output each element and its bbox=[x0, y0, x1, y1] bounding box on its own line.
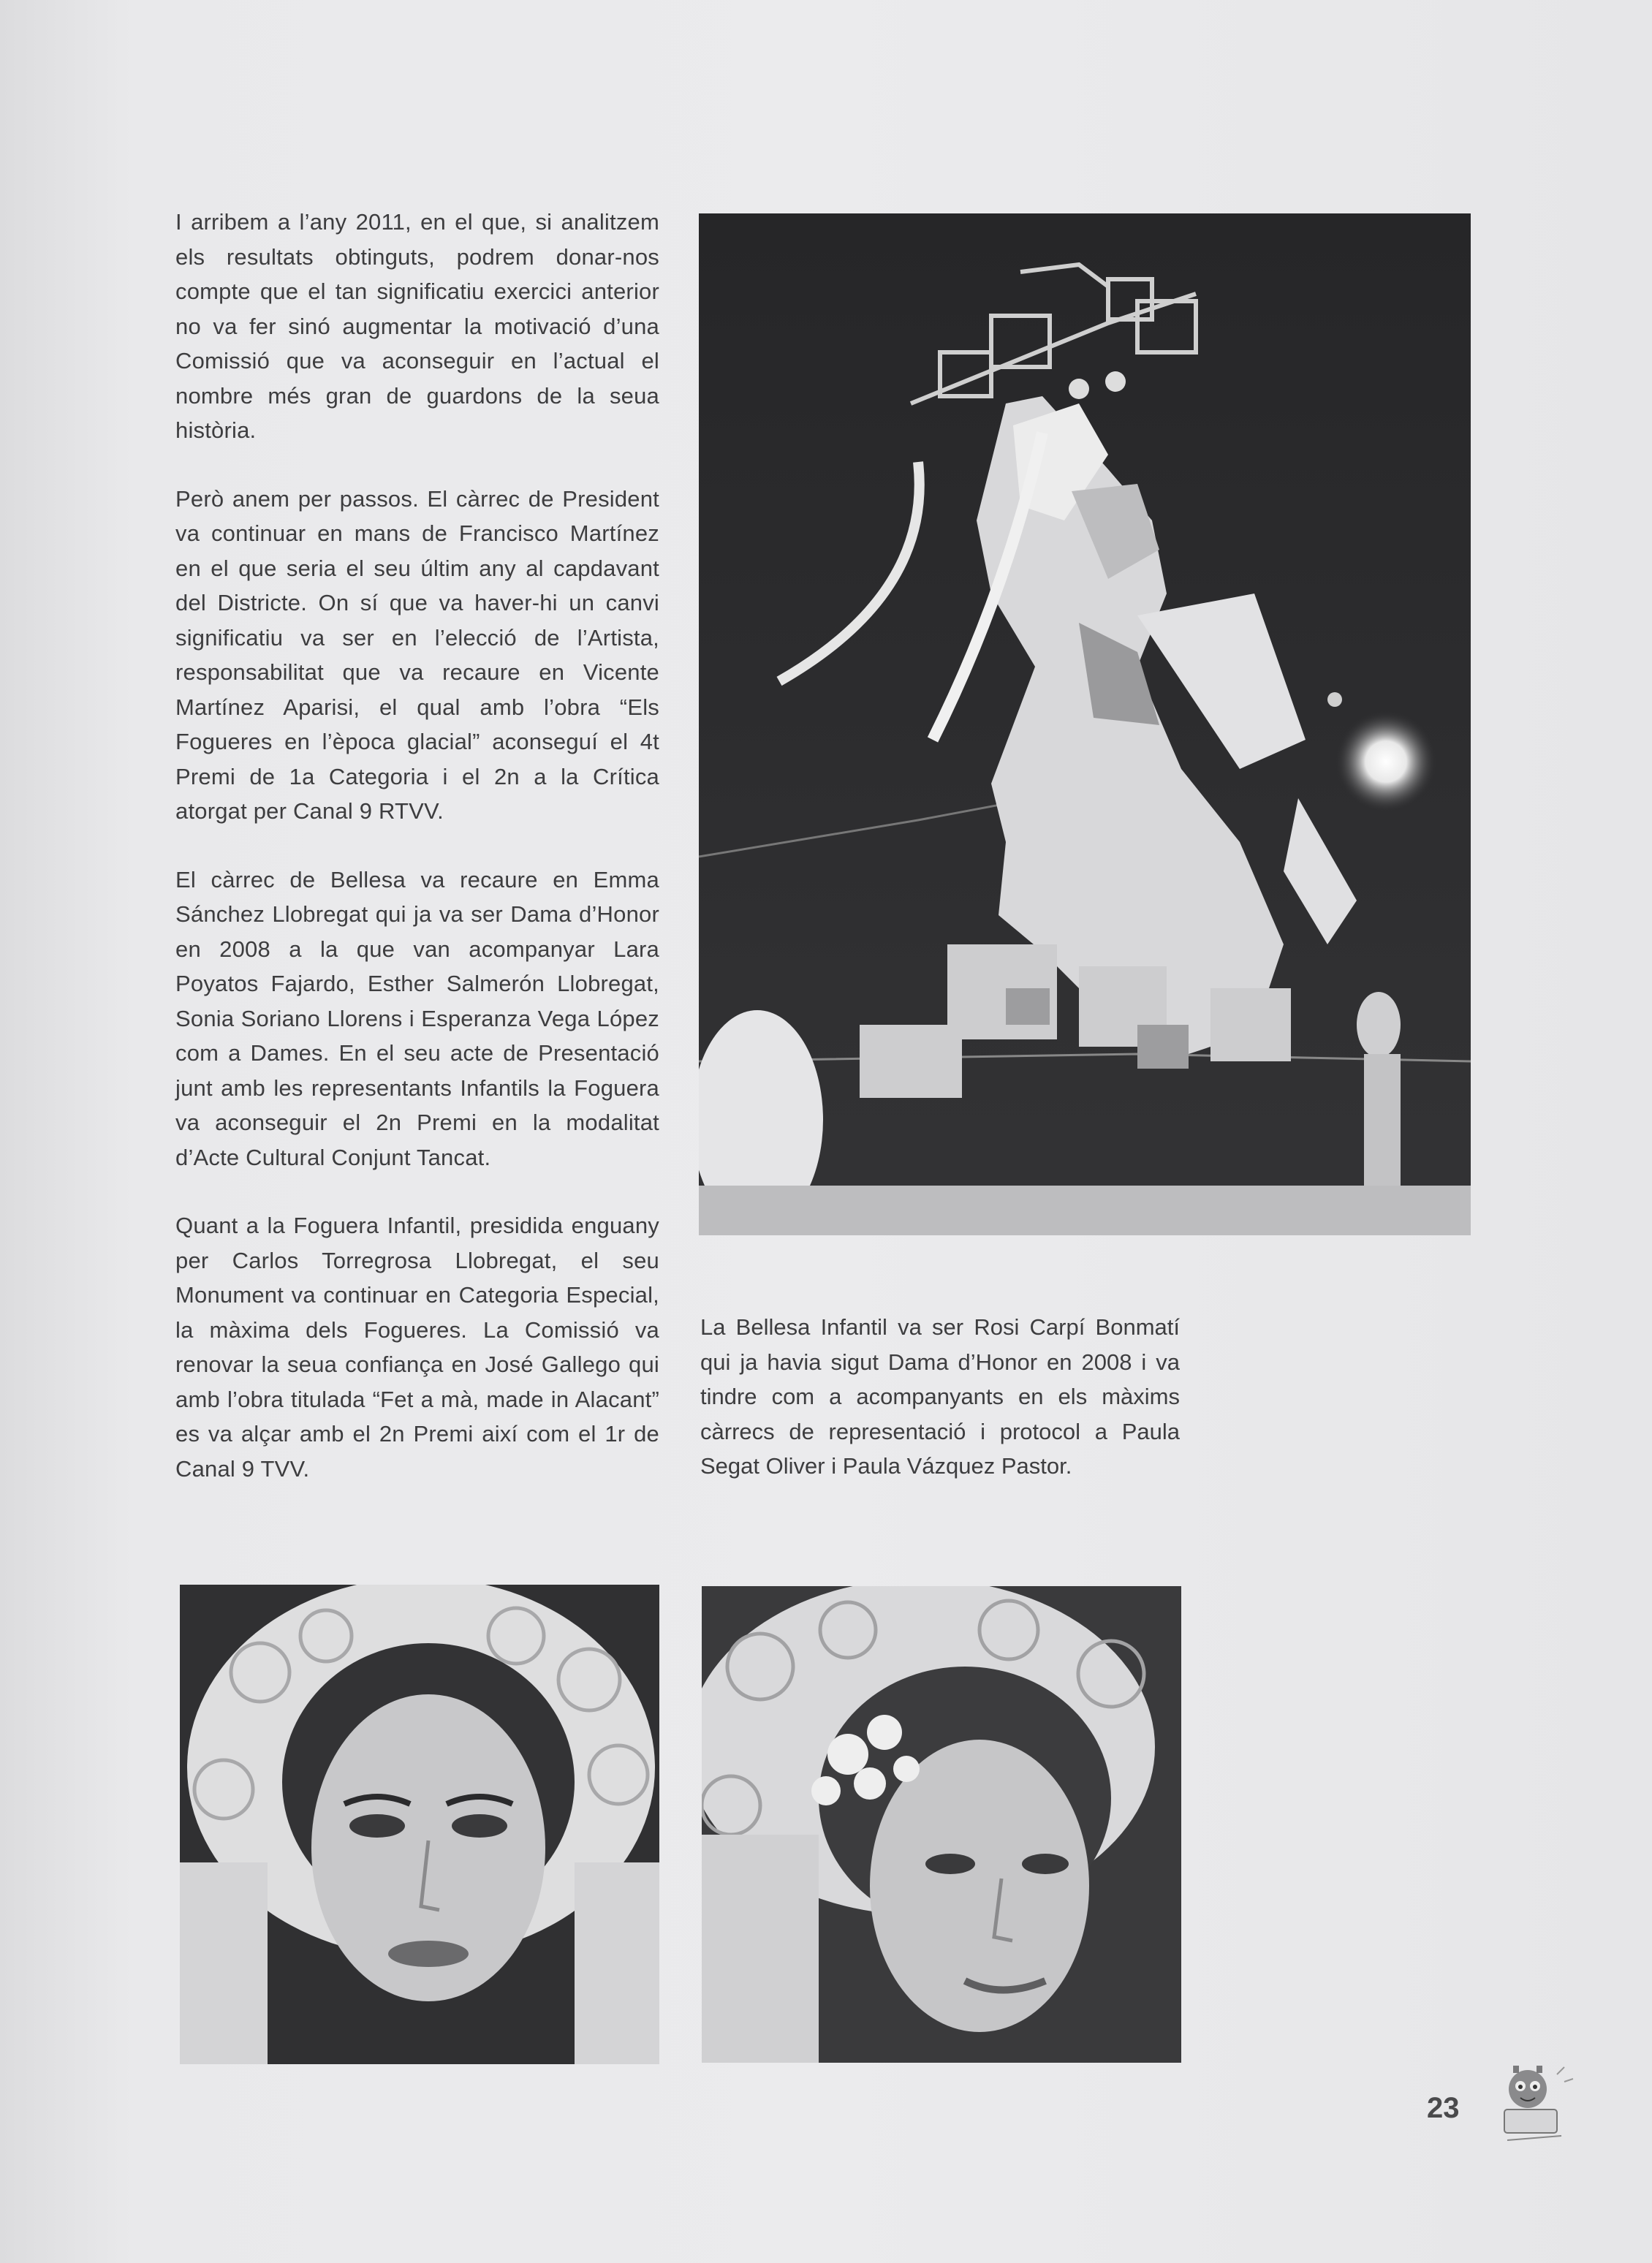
foguera-monument-photo bbox=[699, 213, 1471, 1235]
bellesa-portrait-photo bbox=[180, 1585, 659, 2064]
article-paragraph-1: I arribem a l’any 2011, en el que, si analitzem els resultats obtinguts, podrem donar-nos compte que el tan significatiu exercici anterior no va fer sinó augmentar la motivació d’una Comissió que va aconseguir en l’actual el nombre més gran de guardons de la seua història. bbox=[175, 209, 659, 443]
article-column bbox=[175, 205, 659, 1520]
article-paragraph-3: El càrrec de Bellesa va recaure en Emma Sánchez Llobregat qui ja va ser Dama d’Honor en 2008 a la que van acompanyar Lara Poyatos Fajardo, Esther Salmerón Llobregat, Sonia Soriano Llorens i Esperanza Vega López com a Dames. En el seu acte de Presentació junt amb les representants Infantils la Foguera va aconseguir el 2n Premi en la modalitat d’Acte Cultural Conjunt Tancat. bbox=[175, 866, 659, 1170]
article-paragraph-2: Però anem per passos. El càrrec de President va continuar en mans de Francisco Martínez en el que seria el seu últim any al capdavant del Districte. On sí que va haver-hi un canvi significatiu va ser en l’elecció de l’Artista, responsabilitat que va recaure en Vicente Martínez Aparisi, el qual amb l’obra “Els Fogueres en l’època glacial” aconseguí el 4t Premi de 1a Categoria i el 2n a la Crítica atorgat per Canal 9 RTVV. bbox=[175, 485, 659, 824]
article-paragraph-4: Quant a la Foguera Infantil, presidida enguany per Carlos Torregrosa Llobregat, el seu Monument va continuar en Categoria Especial, la màxima dels Fogueres. La Comissió va renovar la seua confiança en José Gallego qui amb l’obra titulada “Fet a mà, made in Alacant” es va alçar amb el 2n Premi així com el 1r de Canal 9 TVV. bbox=[175, 1213, 659, 1482]
bellesa-infantil-portrait-photo bbox=[702, 1586, 1181, 2063]
photo-caption: La Bellesa Infantil va ser Rosi Carpí Bonmatí qui ja havia sigut Dama d’Honor en 2008 i va tindre com a acompanyants en els màxims càrrecs de representació i protocol a Paula Segat Oliver i Paula Vázquez Pastor. bbox=[700, 1314, 1180, 1479]
page-number: 23 bbox=[1427, 2092, 1460, 2124]
comissio-logo bbox=[1491, 2060, 1579, 2155]
